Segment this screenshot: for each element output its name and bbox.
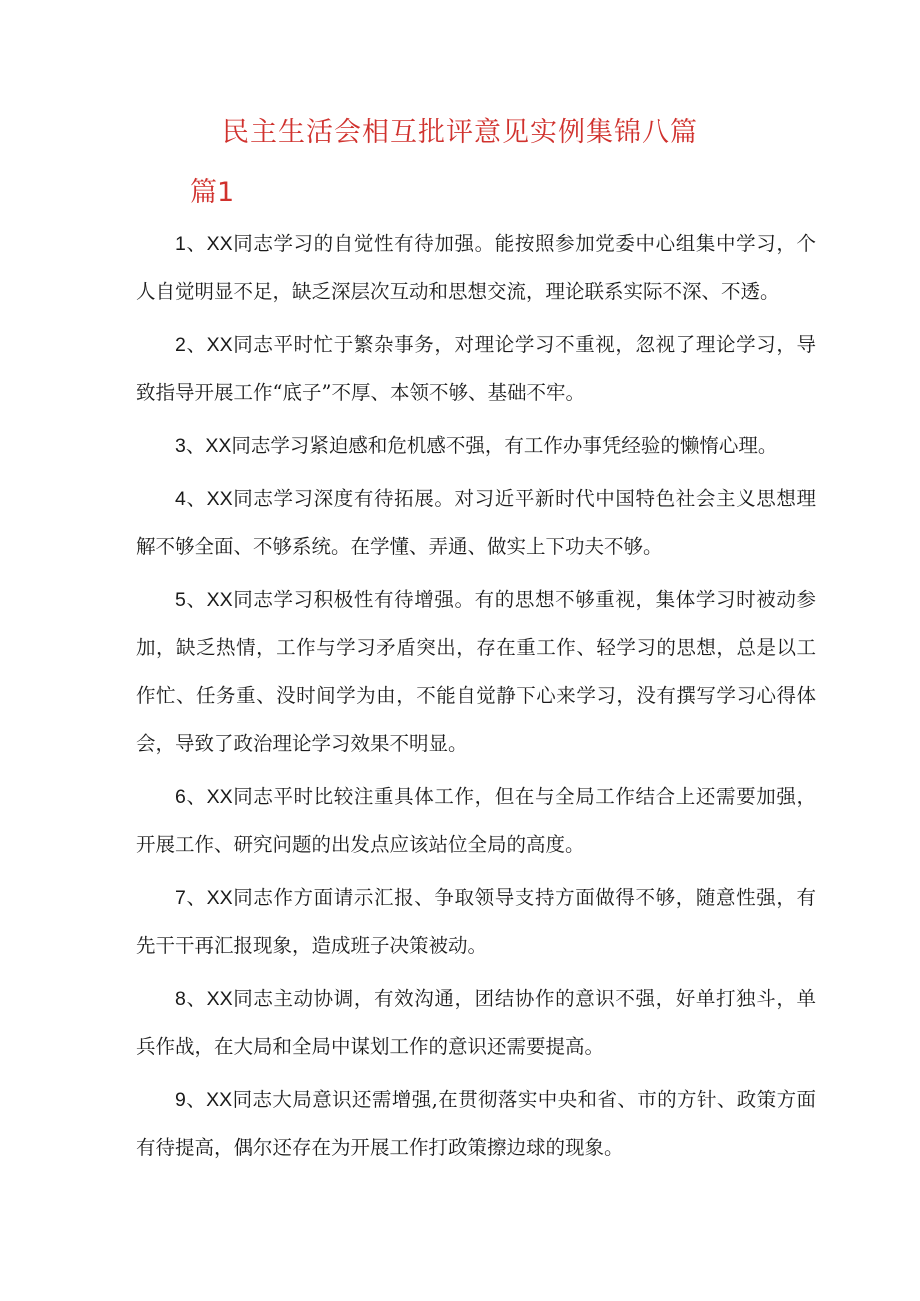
document-title: 民主生活会相互批评意见实例集锦八篇	[222, 117, 698, 148]
item-text: 同志平时比较注重具体工作，但在与全局工作结合上还需要加强，开展工作、研究问题的出发点应该站位全局的高度。	[136, 785, 816, 856]
item-number: 9、	[175, 1089, 207, 1111]
item-number: 8、	[175, 988, 207, 1010]
item-number: 4、	[175, 488, 207, 510]
item-text: 同志学习紧迫感和危机感不强，有工作办事凭经验的懒惰心理。	[231, 434, 778, 457]
item-subject: XX	[206, 786, 233, 808]
item-subject: XX	[206, 887, 233, 909]
list-item	[136, 975, 816, 1071]
list-item	[136, 576, 816, 768]
critique-list	[136, 220, 816, 1177]
list-item	[136, 321, 816, 417]
list-item	[136, 874, 816, 970]
item-text: 同志平时忙于繁杂事务，对理论学习不重视，忽视了理论学习，导致指导开展工作“底子”不厚、本领不够、基础不牢。	[136, 333, 816, 404]
list-item	[136, 220, 816, 316]
item-subject: XX	[206, 233, 233, 255]
item-text: 同志大局意识还需增强,在贯彻落实中央和省、市的方针、政策方面有待提高，偶尔还存在为开展工作打政策擦边球的现象。	[136, 1088, 816, 1159]
item-subject: XX	[206, 988, 233, 1010]
list-item	[136, 422, 816, 470]
item-number: 6、	[175, 786, 207, 808]
list-item	[136, 773, 816, 869]
list-item	[136, 475, 816, 571]
item-text: 同志主动协调，有效沟通，团结协作的意识不强，好单打独斗，单兵作战，在大局和全局中谋划工作的意识还需要提高。	[136, 987, 816, 1058]
item-text: 同志学习深度有待拓展。对习近平新时代中国特色社会主义思想理解不够全面、不够系统。在学懂、弄通、做实上下功夫不够。	[136, 487, 816, 558]
item-subject: XX	[205, 435, 232, 457]
item-text: 同志学习的自觉性有待加强。能按照参加党委中心组集中学习，个人自觉明显不足，缺乏深层次互动和思想交流，理论联系实际不深、不透。	[136, 232, 816, 303]
item-text: 同志作方面请示汇报、争取领导支持方面做得不够，随意性强，有先干干再汇报现象，造成班子决策被动。	[136, 886, 816, 957]
item-number: 2、	[175, 334, 207, 356]
item-number: 7、	[175, 887, 207, 909]
item-number: 3、	[175, 435, 206, 457]
section-heading: 篇1	[190, 177, 235, 208]
item-subject: XX	[206, 589, 233, 611]
item-text: 同志学习积极性有待增强。有的思想不够重视，集体学习时被动参加，缺乏热情，工作与学习矛盾突出，存在重工作、轻学习的思想，总是以工作忙、任务重、没时间学为由，不能自觉静下心来学习，没有撰写学习心得体会，导致了政治理论学习效果不明显。	[136, 588, 816, 755]
item-number: 5、	[175, 589, 207, 611]
list-item	[136, 1076, 816, 1172]
item-subject: XX	[206, 1089, 233, 1111]
item-number: 1、	[175, 233, 207, 255]
item-subject: XX	[206, 334, 233, 356]
item-subject: XX	[206, 488, 233, 510]
